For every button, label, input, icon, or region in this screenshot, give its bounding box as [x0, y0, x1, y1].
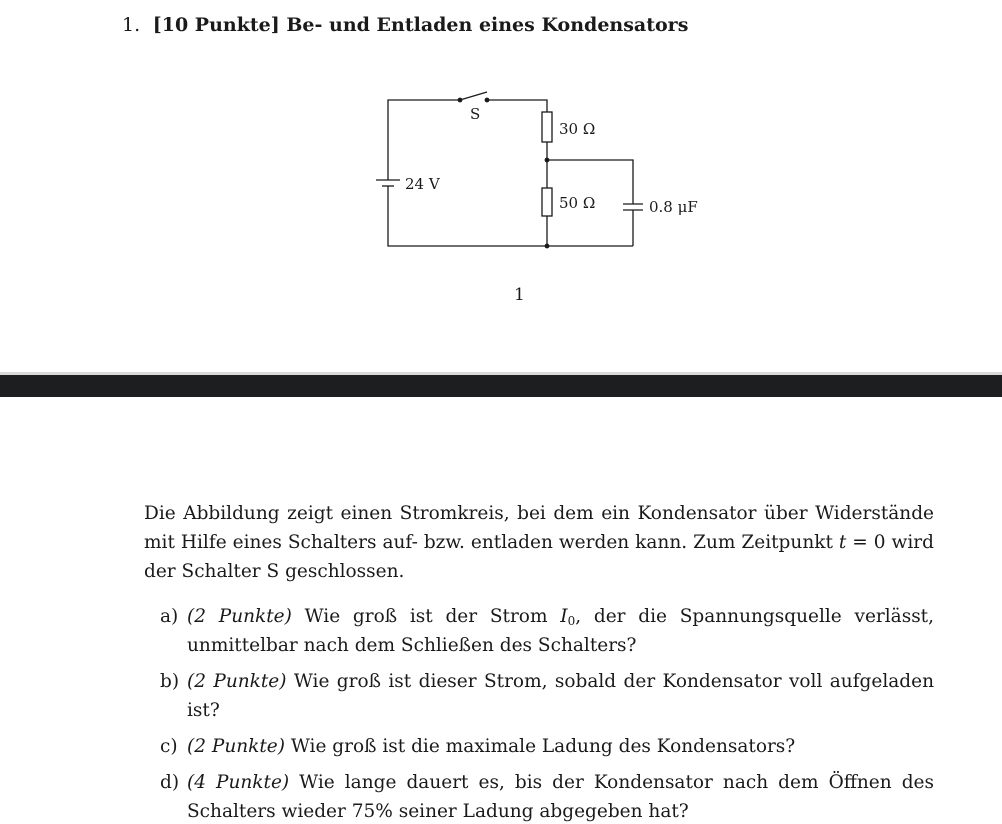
problem-title: [10 Punkte] Be- und Entladen eines Kondensators — [152, 14, 689, 36]
resistor-30-ohm — [542, 112, 552, 142]
question-points: (2 Punkte) — [187, 606, 292, 627]
junction-bottom — [545, 244, 550, 249]
question-label: a) — [160, 606, 179, 627]
question-points: (4 Punkte) — [187, 772, 290, 793]
question-c — [160, 732, 934, 761]
question-text: Wie groß ist dieser Strom, sobald der Kondensator voll aufgeladen ist? — [187, 671, 934, 721]
resistor-50-ohm — [542, 188, 552, 216]
var-t: t — [838, 532, 847, 553]
question-text: Wie groß ist die maximale Ladung des Kondensators? — [284, 736, 796, 757]
switch-contact-left — [458, 98, 463, 103]
question-a — [160, 602, 934, 660]
switch-label: S — [470, 105, 481, 123]
question-text: Wie lange dauert es, bis der Kondensator nach dem Öffnen des Schalters wieder 75% seiner Ladung abgegeben hat? — [187, 772, 934, 822]
wire-top-left — [388, 100, 460, 180]
question-text: , der die Spannungsquelle verlässt, unmittelbar nach dem Schließen des Schalters? — [187, 606, 935, 656]
equals-zero: = 0 — [846, 532, 886, 553]
switch-contact-right — [485, 98, 490, 103]
intro-text-1: Die Abbildung zeigt einen Stromkreis, bei dem ein Kondensator über Widerstände mit Hilfe eines Schalters auf- bzw. entladen werden kann. Zum Zeitpunkt — [144, 503, 934, 553]
var-current: I — [560, 606, 568, 627]
wire-bottom — [388, 186, 633, 246]
intro-text-2: wird der Schalter S geschlossen. — [144, 532, 934, 582]
source-label: 24 V — [405, 175, 440, 193]
junction-top — [545, 158, 550, 163]
question-points: (2 Punkte) — [187, 736, 285, 757]
page-divider — [0, 375, 1002, 397]
r1-label: 30 Ω — [559, 120, 596, 138]
switch-lever — [460, 92, 487, 100]
problem-number: 1. — [122, 14, 141, 36]
figure-number: 1 — [514, 285, 525, 305]
intro-paragraph — [144, 499, 934, 586]
question-text: Wie groß ist der Strom — [291, 606, 561, 627]
question-points: (2 Punkte) — [187, 671, 287, 692]
var-subscript: 0 — [567, 614, 576, 628]
question-label: c) — [160, 736, 178, 757]
question-label: b) — [160, 671, 180, 692]
problem-heading — [122, 14, 688, 36]
r2-label: 50 Ω — [559, 194, 596, 212]
wire-top-right — [487, 100, 547, 112]
question-label: d) — [160, 772, 180, 793]
question-b — [160, 667, 934, 725]
question-d — [160, 768, 934, 824]
question-list — [160, 602, 934, 824]
capacitor-label: 0.8 μF — [649, 198, 698, 216]
circuit-diagram — [360, 80, 720, 265]
